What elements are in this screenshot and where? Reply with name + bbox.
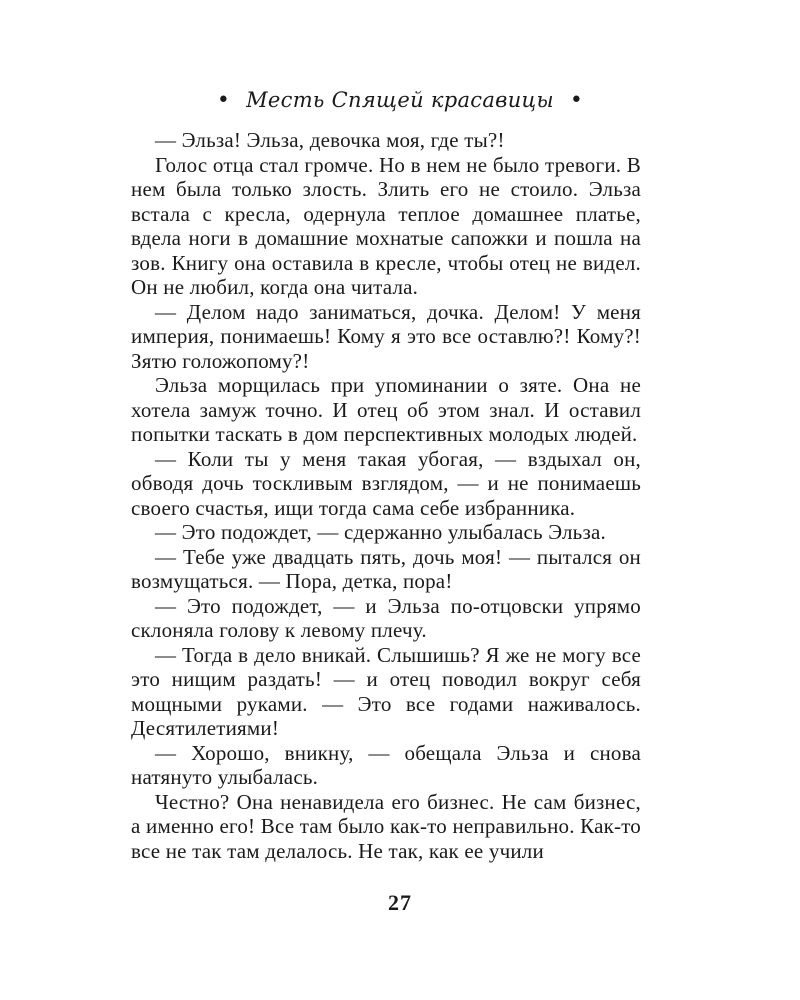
header-bullet-left: • (216, 88, 231, 113)
header-bullet-right: • (569, 88, 584, 113)
paragraph: Эльза морщилась при упоминании о зяте. Она не хотела замуж точно. И отец об этом знал. И оставил попытки таскать в дом перспективных молодых людей. (131, 373, 641, 446)
paragraph: — Это подождет, — и Эльза по-отцовски упрямо склоняла голову к левому плечу. (131, 593, 641, 642)
page-text (131, 128, 641, 863)
paragraph: — Это подождет, — сдержанно улыбалась Эльза. (155, 520, 606, 544)
page-number: 27 (388, 890, 412, 915)
paragraph: Голос отца стал громче. Но в нем не было тревоги. В нем была только злость. Злить его не стоило. Эльза встала с кресла, одернула теплое домашнее платье, вдела ноги в домашние мохнатые сапожки и пошла на зов. Книгу она оставила в кресле, чтобы отец не видел. Он не любил, когда она читала. (131, 152, 641, 299)
paragraph: — Тебе уже двадцать пять, дочь моя! — пытался он возмущаться. — Пора, детка, пора! (131, 544, 641, 593)
paragraph: — Коли ты у меня такая убогая, — вздыхал он, обводя дочь тоскливым взглядом, — и не понимаешь своего счастья, ищи тогда сама себе избранника. (131, 446, 641, 520)
paragraph: — Хорошо, вникну, — обещала Эльза и снова натянуто улыбалась. (131, 740, 641, 789)
running-header (0, 84, 800, 117)
paragraph: Честно? Она ненавидела его бизнес. Не сам бизнес, а именно его! Все там было как-то неправильно. Как-то все не так там делалось. Не так, как ее учили (131, 789, 641, 863)
paragraph: — Тогда в дело вникай. Слышишь? Я же не могу все это нищим раздать! — и отец поводил вокруг себя мощными руками. — Это все годами наживалось. Десятилетиями! (131, 642, 641, 740)
book-title: Месть Спящей красавицы (246, 88, 554, 112)
paragraph: — Делом надо заниматься, дочка. Делом! У меня империя, понимаешь! Кому я это все оставлю?! Кому?! Зятю голожопому?! (131, 299, 641, 373)
paragraph: — Эльза! Эльза, девочка моя, где ты?! (155, 128, 505, 152)
